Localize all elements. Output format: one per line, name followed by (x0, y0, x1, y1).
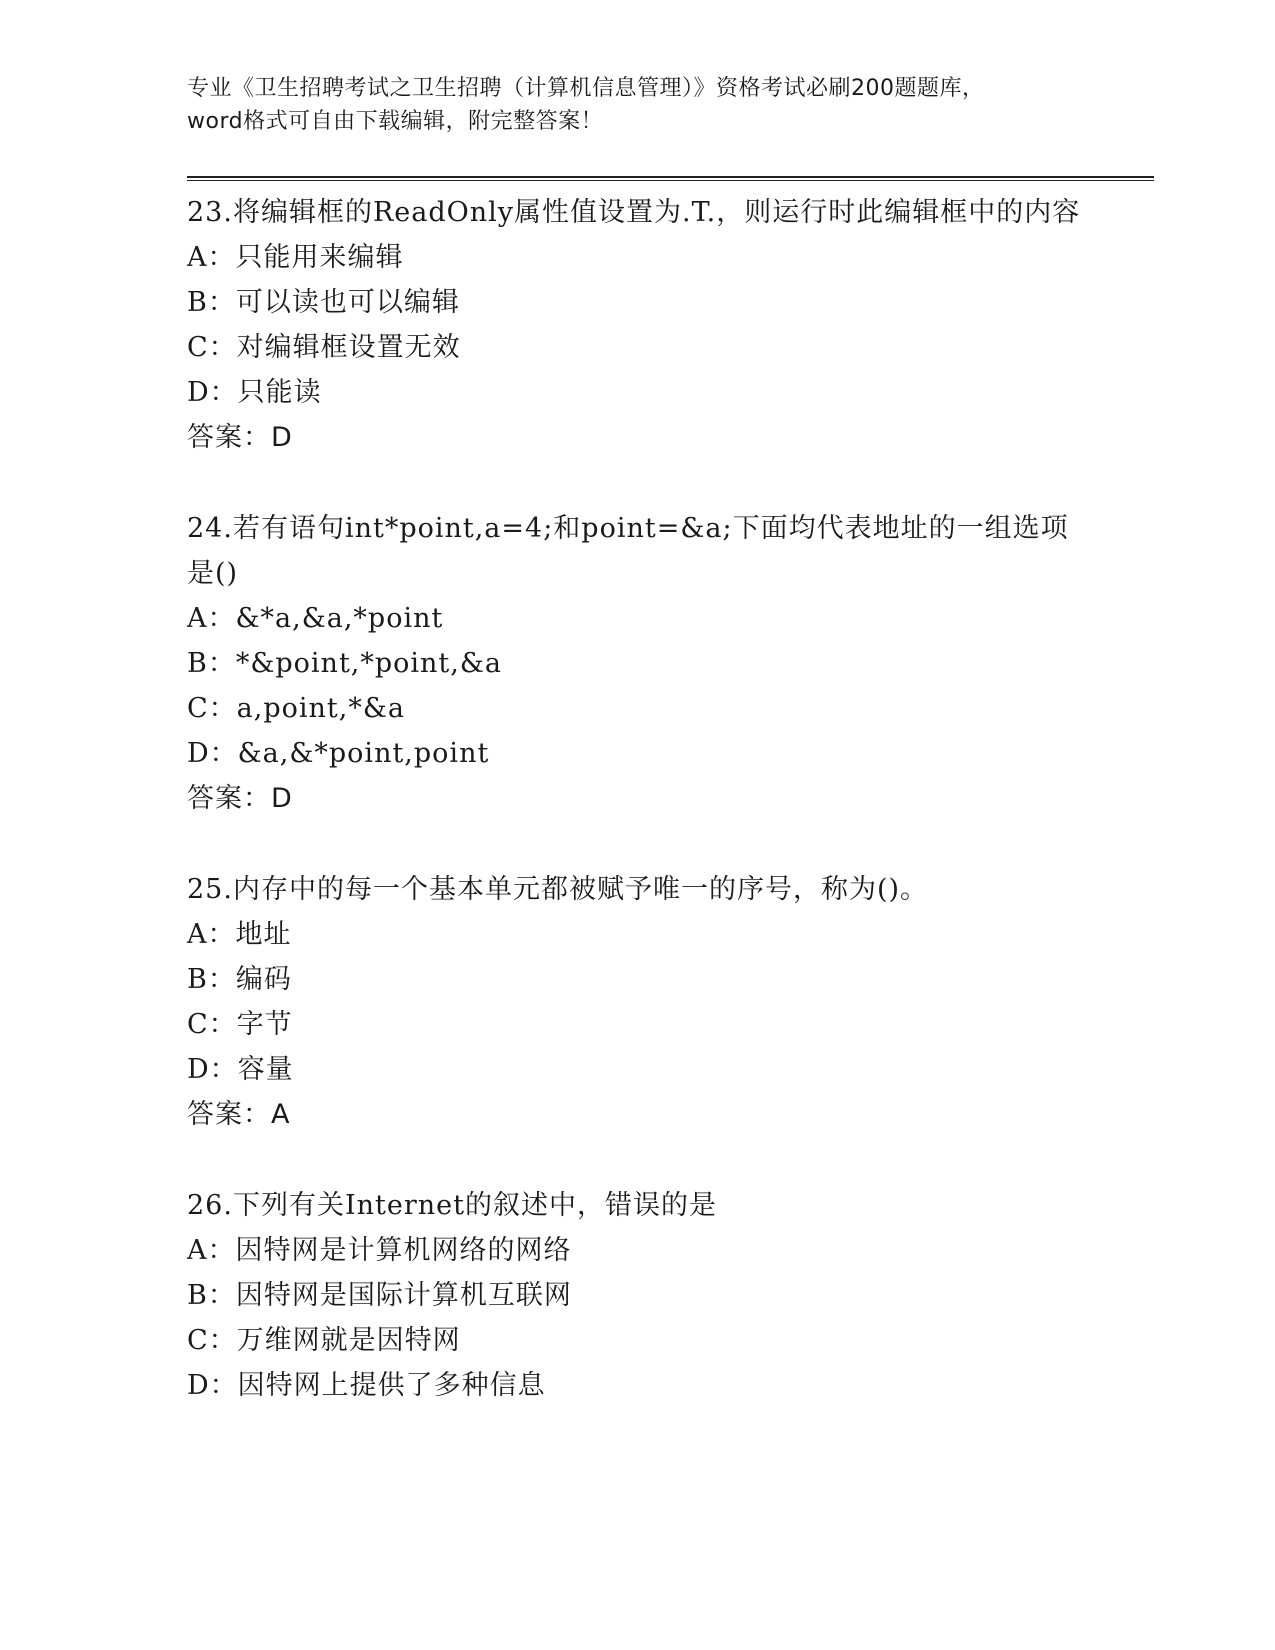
option-b: B：编码 (187, 964, 292, 995)
option-b: B：可以读也可以编辑 (187, 287, 460, 318)
header-divider (187, 176, 1154, 181)
header-line-2: word格式可自由下载编辑，附完整答案！ (187, 109, 604, 134)
question-stem: 26.下列有关Internet的叙述中，错误的是 (187, 1190, 717, 1221)
option-a: A：地址 (187, 919, 292, 950)
option-c: C：对编辑框设置无效 (187, 332, 461, 363)
option-a: A：因特网是计算机网络的网络 (187, 1235, 572, 1266)
answer-line: 答案：D (187, 783, 293, 814)
question-stem: 23.将编辑框的ReadOnly属性值设置为.T.，则运行时此编辑框中的内容 (187, 197, 1081, 228)
question-24 (187, 506, 1087, 821)
header-line-1: 专业《卫生招聘考试之卫生招聘（计算机信息管理）》资格考试必刷200题题库， (187, 76, 985, 101)
option-a: A：只能用来编辑 (187, 242, 404, 273)
answer-line: 答案：D (187, 422, 293, 453)
option-b: B：*&point,*point,&a (187, 648, 502, 679)
option-d: D：&a,&*point,point (187, 738, 490, 769)
option-b: B：因特网是国际计算机互联网 (187, 1280, 572, 1311)
option-d: D：容量 (187, 1054, 294, 1085)
question-stem: 24.若有语句int*point,a=4;和point=&a;下面均代表地址的一组选项是() (187, 513, 1069, 589)
document-header (187, 72, 1087, 138)
answer-line: 答案：A (187, 1099, 291, 1130)
question-list (187, 190, 1087, 1454)
option-c: C：万维网就是因特网 (187, 1325, 461, 1356)
option-a: A：&*a,&a,*point (187, 603, 444, 634)
question-stem: 25.内存中的每一个基本单元都被赋予唯一的序号，称为()。 (187, 874, 929, 905)
question-23 (187, 190, 1087, 460)
option-c: C：a,point,*&a (187, 693, 405, 724)
question-26 (187, 1183, 1087, 1408)
question-25 (187, 867, 1087, 1137)
option-c: C：字节 (187, 1009, 293, 1040)
option-d: D：因特网上提供了多种信息 (187, 1370, 546, 1401)
option-d: D：只能读 (187, 377, 322, 408)
